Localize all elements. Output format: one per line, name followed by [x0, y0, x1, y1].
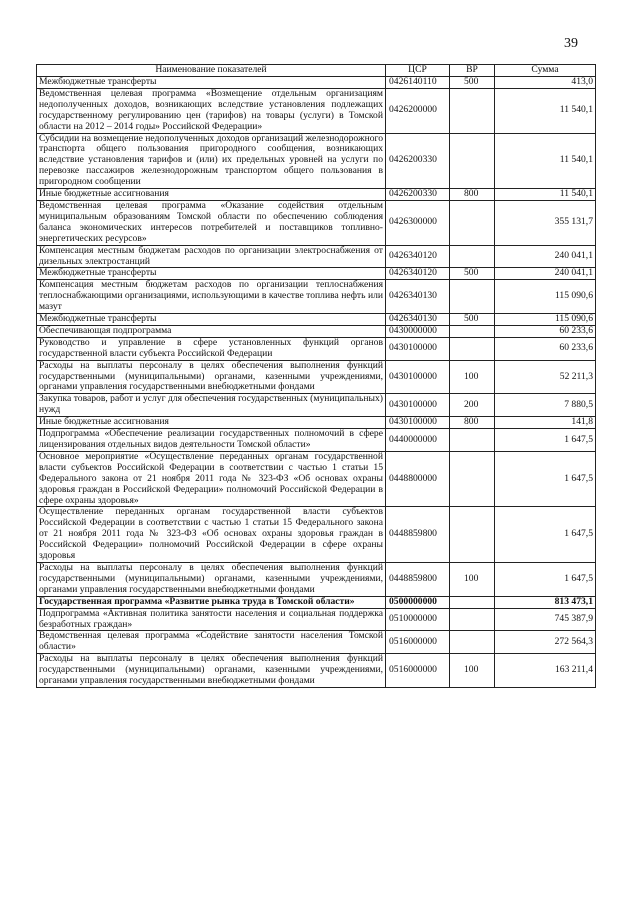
name-cell: Ведомственная целевая программа «Оказание содействия отдельным муниципальным образованиям Томской области по обеспечению соблюдения баланса экономических интересов потребителей и поставщиков топливно-энергетических ресурсов» [37, 200, 386, 245]
table-row [37, 200, 596, 245]
name-cell: Ведомственная целевая программа «Возмещение отдельным организациям недополученных доходов, возникающих вследствие установления подлежащих государственному регулированию цен (тарифов) на товары (услуги) в Томской области на 2012 – 2014 годы» Российской Федерации» [37, 88, 386, 133]
csr-cell: 0430100000 [386, 417, 450, 429]
csr-cell: 0426340120 [386, 245, 450, 268]
vr-cell: 800 [450, 189, 495, 201]
csr-cell: 0426200330 [386, 133, 450, 189]
sum-cell: 115 090,6 [495, 314, 596, 326]
sum-cell: 1 647,5 [495, 507, 596, 563]
sum-cell: 745 387,9 [495, 608, 596, 631]
vr-cell: 500 [450, 314, 495, 326]
csr-cell: 0430100000 [386, 360, 450, 394]
sum-cell: 115 090,6 [495, 280, 596, 314]
csr-cell: 0516000000 [386, 631, 450, 654]
table-row [37, 77, 596, 89]
name-cell: Расходы на выплаты персоналу в целях обеспечения выполнения функций государственными (муниципальными) органами, казенными учреждениями, органами управления государственными внебюджетными фондами [37, 654, 386, 688]
sum-cell: 11 540,1 [495, 189, 596, 201]
table-row [37, 337, 596, 360]
table-row [37, 268, 596, 280]
sum-cell: 141,8 [495, 417, 596, 429]
name-cell: Закупка товаров, работ и услуг для обеспечения государственных (муниципальных) нужд [37, 394, 386, 417]
name-cell: Государственная программа «Развитие рынка труда в Томской области» [37, 596, 386, 608]
sum-cell: 11 540,1 [495, 88, 596, 133]
name-cell: Расходы на выплаты персоналу в целях обеспечения выполнения функций государственными (муниципальными) органами, казенными учреждениями, органами управления государственными внебюджетными фондами [37, 562, 386, 596]
name-cell: Компенсация местным бюджетам расходов по организации электроснабжения от дизельных электростанций [37, 245, 386, 268]
name-cell: Осуществление переданных органам государственной власти субъектов Российской Федерации в соответствии с частью 1 статьи 15 Федерального закона от 21 ноября 2011 года № 323-ФЗ «Об основах охраны здоровья граждан в Российской Федерации» полномочий Российской Федерации в сфере охраны здоровья [37, 507, 386, 563]
column-header-vr: ВР [450, 65, 495, 77]
sum-cell: 11 540,1 [495, 133, 596, 189]
vr-cell [450, 337, 495, 360]
csr-cell: 0430100000 [386, 337, 450, 360]
vr-cell [450, 429, 495, 452]
vr-cell [450, 88, 495, 133]
name-cell: Ведомственная целевая программа «Содействие занятости населения Томской области» [37, 631, 386, 654]
csr-cell: 0500000000 [386, 596, 450, 608]
csr-cell: 0440000000 [386, 429, 450, 452]
name-cell: Руководство и управление в сфере установленных функций органов государственной власти субъекта Российской Федерации [37, 337, 386, 360]
csr-cell: 0426200000 [386, 88, 450, 133]
table-row [37, 325, 596, 337]
vr-cell: 500 [450, 268, 495, 280]
vr-cell [450, 451, 495, 507]
table-header-row [37, 65, 596, 77]
vr-cell: 200 [450, 394, 495, 417]
sum-cell: 52 211,3 [495, 360, 596, 394]
vr-cell: 500 [450, 77, 495, 89]
table-row [37, 562, 596, 596]
vr-cell [450, 596, 495, 608]
csr-cell: 0426300000 [386, 200, 450, 245]
table-row [37, 451, 596, 507]
vr-cell [450, 245, 495, 268]
csr-cell: 0448859800 [386, 507, 450, 563]
sum-cell: 240 041,1 [495, 245, 596, 268]
vr-cell [450, 325, 495, 337]
table-row [37, 189, 596, 201]
name-cell: Обеспечивающая подпрограмма [37, 325, 386, 337]
table-row [37, 245, 596, 268]
column-header-name: Наименование показателей [37, 65, 386, 77]
table-row [37, 314, 596, 326]
csr-cell: 0426140110 [386, 77, 450, 89]
vr-cell: 100 [450, 360, 495, 394]
csr-cell: 0516000000 [386, 654, 450, 688]
vr-cell: 100 [450, 562, 495, 596]
vr-cell [450, 631, 495, 654]
name-cell: Подпрограмма «Активная политика занятости населения и социальная поддержка безработных граждан» [37, 608, 386, 631]
table-row [37, 631, 596, 654]
table-row [37, 507, 596, 563]
sum-cell: 60 233,6 [495, 337, 596, 360]
csr-cell: 0426340130 [386, 280, 450, 314]
table-row [37, 429, 596, 452]
csr-cell: 0448800000 [386, 451, 450, 507]
name-cell: Основное мероприятие «Осуществление переданных органам государственной власти субъектов Российской Федерации в соответствии с частью 1 статьи 15 Федерального закона от 21 ноября 2011 года № 323-ФЗ «Об основах охраны здоровья граждан в Российской Федерации» полномочий Российской Федерации в сфере охраны здоровья» [37, 451, 386, 507]
name-cell: Иные бюджетные ассигнования [37, 417, 386, 429]
vr-cell [450, 133, 495, 189]
table-row [37, 394, 596, 417]
name-cell: Субсидии на возмещение недополученных доходов организаций железнодорожного транспорта общего пользования пригородного сообщения, возникающих вследствие установления тарифов и (или) их предельных уровней на услуги по перевозке пассажиров железнодорожным транспортом общего пользования в пригородном сообщении [37, 133, 386, 189]
name-cell: Подпрограмма «Обеспечение реализации государственных полномочий в сфере лицензирования отдельных видов деятельности Томской области» [37, 429, 386, 452]
sum-cell: 1 647,5 [495, 562, 596, 596]
table-row [37, 280, 596, 314]
name-cell: Расходы на выплаты персоналу в целях обеспечения выполнения функций государственными (муниципальными) органами, казенными учреждениями, органами управления государственными внебюджетными фондами [37, 360, 386, 394]
csr-cell: 0426200330 [386, 189, 450, 201]
sum-cell: 1 647,5 [495, 451, 596, 507]
vr-cell [450, 608, 495, 631]
vr-cell [450, 200, 495, 245]
csr-cell: 0510000000 [386, 608, 450, 631]
table-row [37, 608, 596, 631]
name-cell: Межбюджетные трансферты [37, 314, 386, 326]
csr-cell: 0448859800 [386, 562, 450, 596]
csr-cell: 0430000000 [386, 325, 450, 337]
table-row [37, 596, 596, 608]
csr-cell: 0426340130 [386, 314, 450, 326]
page-number: 39 [564, 36, 578, 51]
vr-cell: 100 [450, 654, 495, 688]
sum-cell: 355 131,7 [495, 200, 596, 245]
vr-cell [450, 280, 495, 314]
csr-cell: 0430100000 [386, 394, 450, 417]
sum-cell: 240 041,1 [495, 268, 596, 280]
table-row [37, 133, 596, 189]
table-row [37, 360, 596, 394]
column-header-sum: Сумма [495, 65, 596, 77]
sum-cell: 1 647,5 [495, 429, 596, 452]
name-cell: Иные бюджетные ассигнования [37, 189, 386, 201]
table-row [37, 88, 596, 133]
vr-cell [450, 507, 495, 563]
column-header-csr: ЦСР [386, 65, 450, 77]
table-row [37, 417, 596, 429]
table-body [37, 77, 596, 688]
name-cell: Межбюджетные трансферты [37, 77, 386, 89]
sum-cell: 413,0 [495, 77, 596, 89]
sum-cell: 163 211,4 [495, 654, 596, 688]
vr-cell: 800 [450, 417, 495, 429]
table-row [37, 654, 596, 688]
sum-cell: 272 564,3 [495, 631, 596, 654]
name-cell: Компенсация местным бюджетам расходов по организации теплоснабжения теплоснабжающими организациями, использующими в качестве топлива нефть или мазут [37, 280, 386, 314]
sum-cell: 7 880,5 [495, 394, 596, 417]
name-cell: Межбюджетные трансферты [37, 268, 386, 280]
sum-cell: 60 233,6 [495, 325, 596, 337]
csr-cell: 0426340120 [386, 268, 450, 280]
budget-table [36, 64, 596, 688]
sum-cell: 813 473,1 [495, 596, 596, 608]
